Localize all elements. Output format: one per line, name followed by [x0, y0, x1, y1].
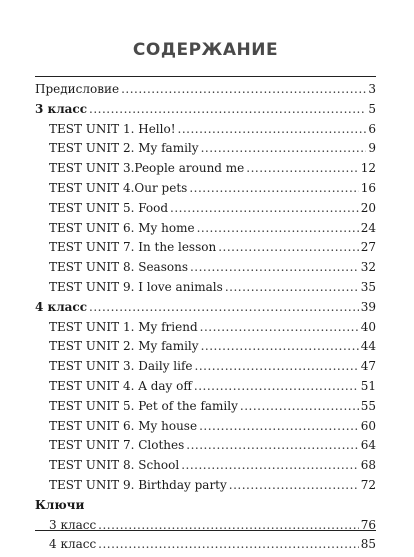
dot-leader [201, 141, 367, 155]
toc-entry-page: 35 [360, 279, 376, 294]
toc-page [35, 0, 376, 552]
dot-leader [240, 399, 359, 413]
toc-entry[interactable] [35, 300, 376, 320]
toc-entry-page: 9 [368, 141, 376, 156]
toc-entry-label: TEST UNIT 8. Seasons [49, 260, 188, 275]
dot-leader [98, 537, 359, 551]
dot-leader [218, 240, 359, 254]
toc-entry-page: 85 [360, 537, 376, 552]
toc-entry[interactable] [35, 102, 376, 122]
toc-entry-label: TEST UNIT 1. Hello! [49, 121, 176, 136]
toc-entry-page: 39 [360, 299, 376, 314]
toc-entry[interactable] [35, 320, 376, 340]
dot-leader [229, 478, 359, 492]
toc-entry-label: TEST UNIT 4. A day off [49, 378, 192, 393]
toc-entry-label: 3 класс [35, 101, 88, 116]
toc-entry-page: 76 [360, 517, 376, 532]
toc-entry-label: TEST UNIT 2. My family [49, 141, 199, 156]
toc-entry[interactable] [35, 399, 376, 419]
dot-leader [186, 438, 358, 452]
toc-entry[interactable] [35, 518, 376, 538]
dot-leader [181, 458, 359, 472]
toc-entry-page: 5 [368, 101, 376, 116]
toc-entry-label: TEST UNIT 2. My family [49, 339, 199, 354]
dot-leader [189, 181, 358, 195]
toc-entry-label: 3 класс [49, 517, 97, 532]
toc-entry-label: 4 класс [35, 299, 88, 314]
toc-entry-label: TEST UNIT 5. Pet of the family [49, 398, 238, 413]
toc-entry-label: Ключи [35, 497, 85, 512]
toc-entry-page: 16 [360, 180, 376, 195]
toc-entry-label: TEST UNIT 9. Birthday party [49, 477, 227, 492]
dot-leader [197, 221, 359, 235]
table-of-contents [35, 82, 376, 557]
top-rule [35, 76, 376, 77]
toc-entry-page: 68 [360, 458, 376, 473]
toc-entry[interactable] [35, 458, 376, 478]
toc-entry[interactable] [35, 122, 376, 142]
toc-entry-page: 6 [368, 121, 376, 136]
toc-entry-page: 55 [360, 398, 376, 413]
dot-leader [246, 161, 358, 175]
toc-entry[interactable] [35, 260, 376, 280]
toc-entry-label: TEST UNIT 1. My friend [49, 319, 198, 334]
toc-entry-label: 4 класс [49, 537, 97, 552]
toc-entry[interactable] [35, 82, 376, 102]
toc-entry-label: TEST UNIT 3.People around me [49, 161, 245, 176]
toc-entry[interactable] [35, 201, 376, 221]
toc-entry-page: 44 [360, 339, 376, 354]
dot-leader [199, 419, 359, 433]
toc-entry-page: 72 [360, 477, 376, 492]
toc-entry-page: 27 [360, 240, 376, 255]
toc-entry[interactable] [35, 359, 376, 379]
toc-entry-page: 40 [360, 319, 376, 334]
toc-entry[interactable] [35, 221, 376, 241]
toc-entry-page: 51 [360, 378, 376, 393]
toc-entry-page: 3 [368, 82, 376, 96]
toc-entry-label: TEST UNIT 6. My home [49, 220, 195, 235]
toc-entry-label: TEST UNIT 7. Clothes [49, 438, 185, 453]
dot-leader [170, 201, 359, 215]
toc-entry[interactable] [35, 379, 376, 399]
toc-entry[interactable] [35, 280, 376, 300]
toc-entry-page: 47 [360, 359, 376, 374]
dot-leader [194, 379, 359, 393]
toc-entry-label: TEST UNIT 4.Our pets [49, 180, 188, 195]
toc-entry[interactable] [35, 438, 376, 458]
toc-entry[interactable] [35, 339, 376, 359]
toc-entry-label: TEST UNIT 7. In the lesson [49, 240, 217, 255]
dot-leader [195, 359, 359, 373]
page-title: СОДЕРЖАНИЕ [132, 40, 279, 60]
toc-entry[interactable] [35, 161, 376, 181]
dot-leader [200, 320, 359, 334]
dot-leader [178, 122, 367, 136]
dot-leader [89, 102, 366, 116]
bottom-rule [35, 530, 376, 531]
toc-entry-label: Предисловие [35, 82, 120, 96]
toc-entry[interactable] [35, 537, 376, 557]
toc-entry-label: TEST UNIT 6. My house [49, 418, 198, 433]
toc-entry[interactable] [35, 478, 376, 498]
dot-leader [225, 280, 359, 294]
toc-entry[interactable] [35, 498, 376, 518]
dot-leader [121, 82, 366, 96]
toc-entry[interactable] [35, 419, 376, 439]
toc-entry[interactable] [35, 240, 376, 260]
dot-leader [190, 260, 359, 274]
toc-entry-page: 24 [360, 220, 376, 235]
toc-entry[interactable] [35, 181, 376, 201]
dot-leader [201, 339, 359, 353]
dot-leader [89, 300, 359, 314]
toc-entry-label: TEST UNIT 3. Daily life [49, 359, 193, 374]
toc-entry-page: 64 [360, 438, 376, 453]
toc-entry-label: TEST UNIT 9. I love animals [49, 279, 223, 294]
toc-entry-label: TEST UNIT 5. Food [49, 200, 169, 215]
toc-entry-page: 60 [360, 418, 376, 433]
toc-entry-page: 32 [360, 260, 376, 275]
toc-entry-page: 12 [360, 161, 376, 176]
toc-entry-page: 20 [360, 200, 376, 215]
toc-entry-label: TEST UNIT 8. School [49, 458, 180, 473]
toc-entry[interactable] [35, 141, 376, 161]
